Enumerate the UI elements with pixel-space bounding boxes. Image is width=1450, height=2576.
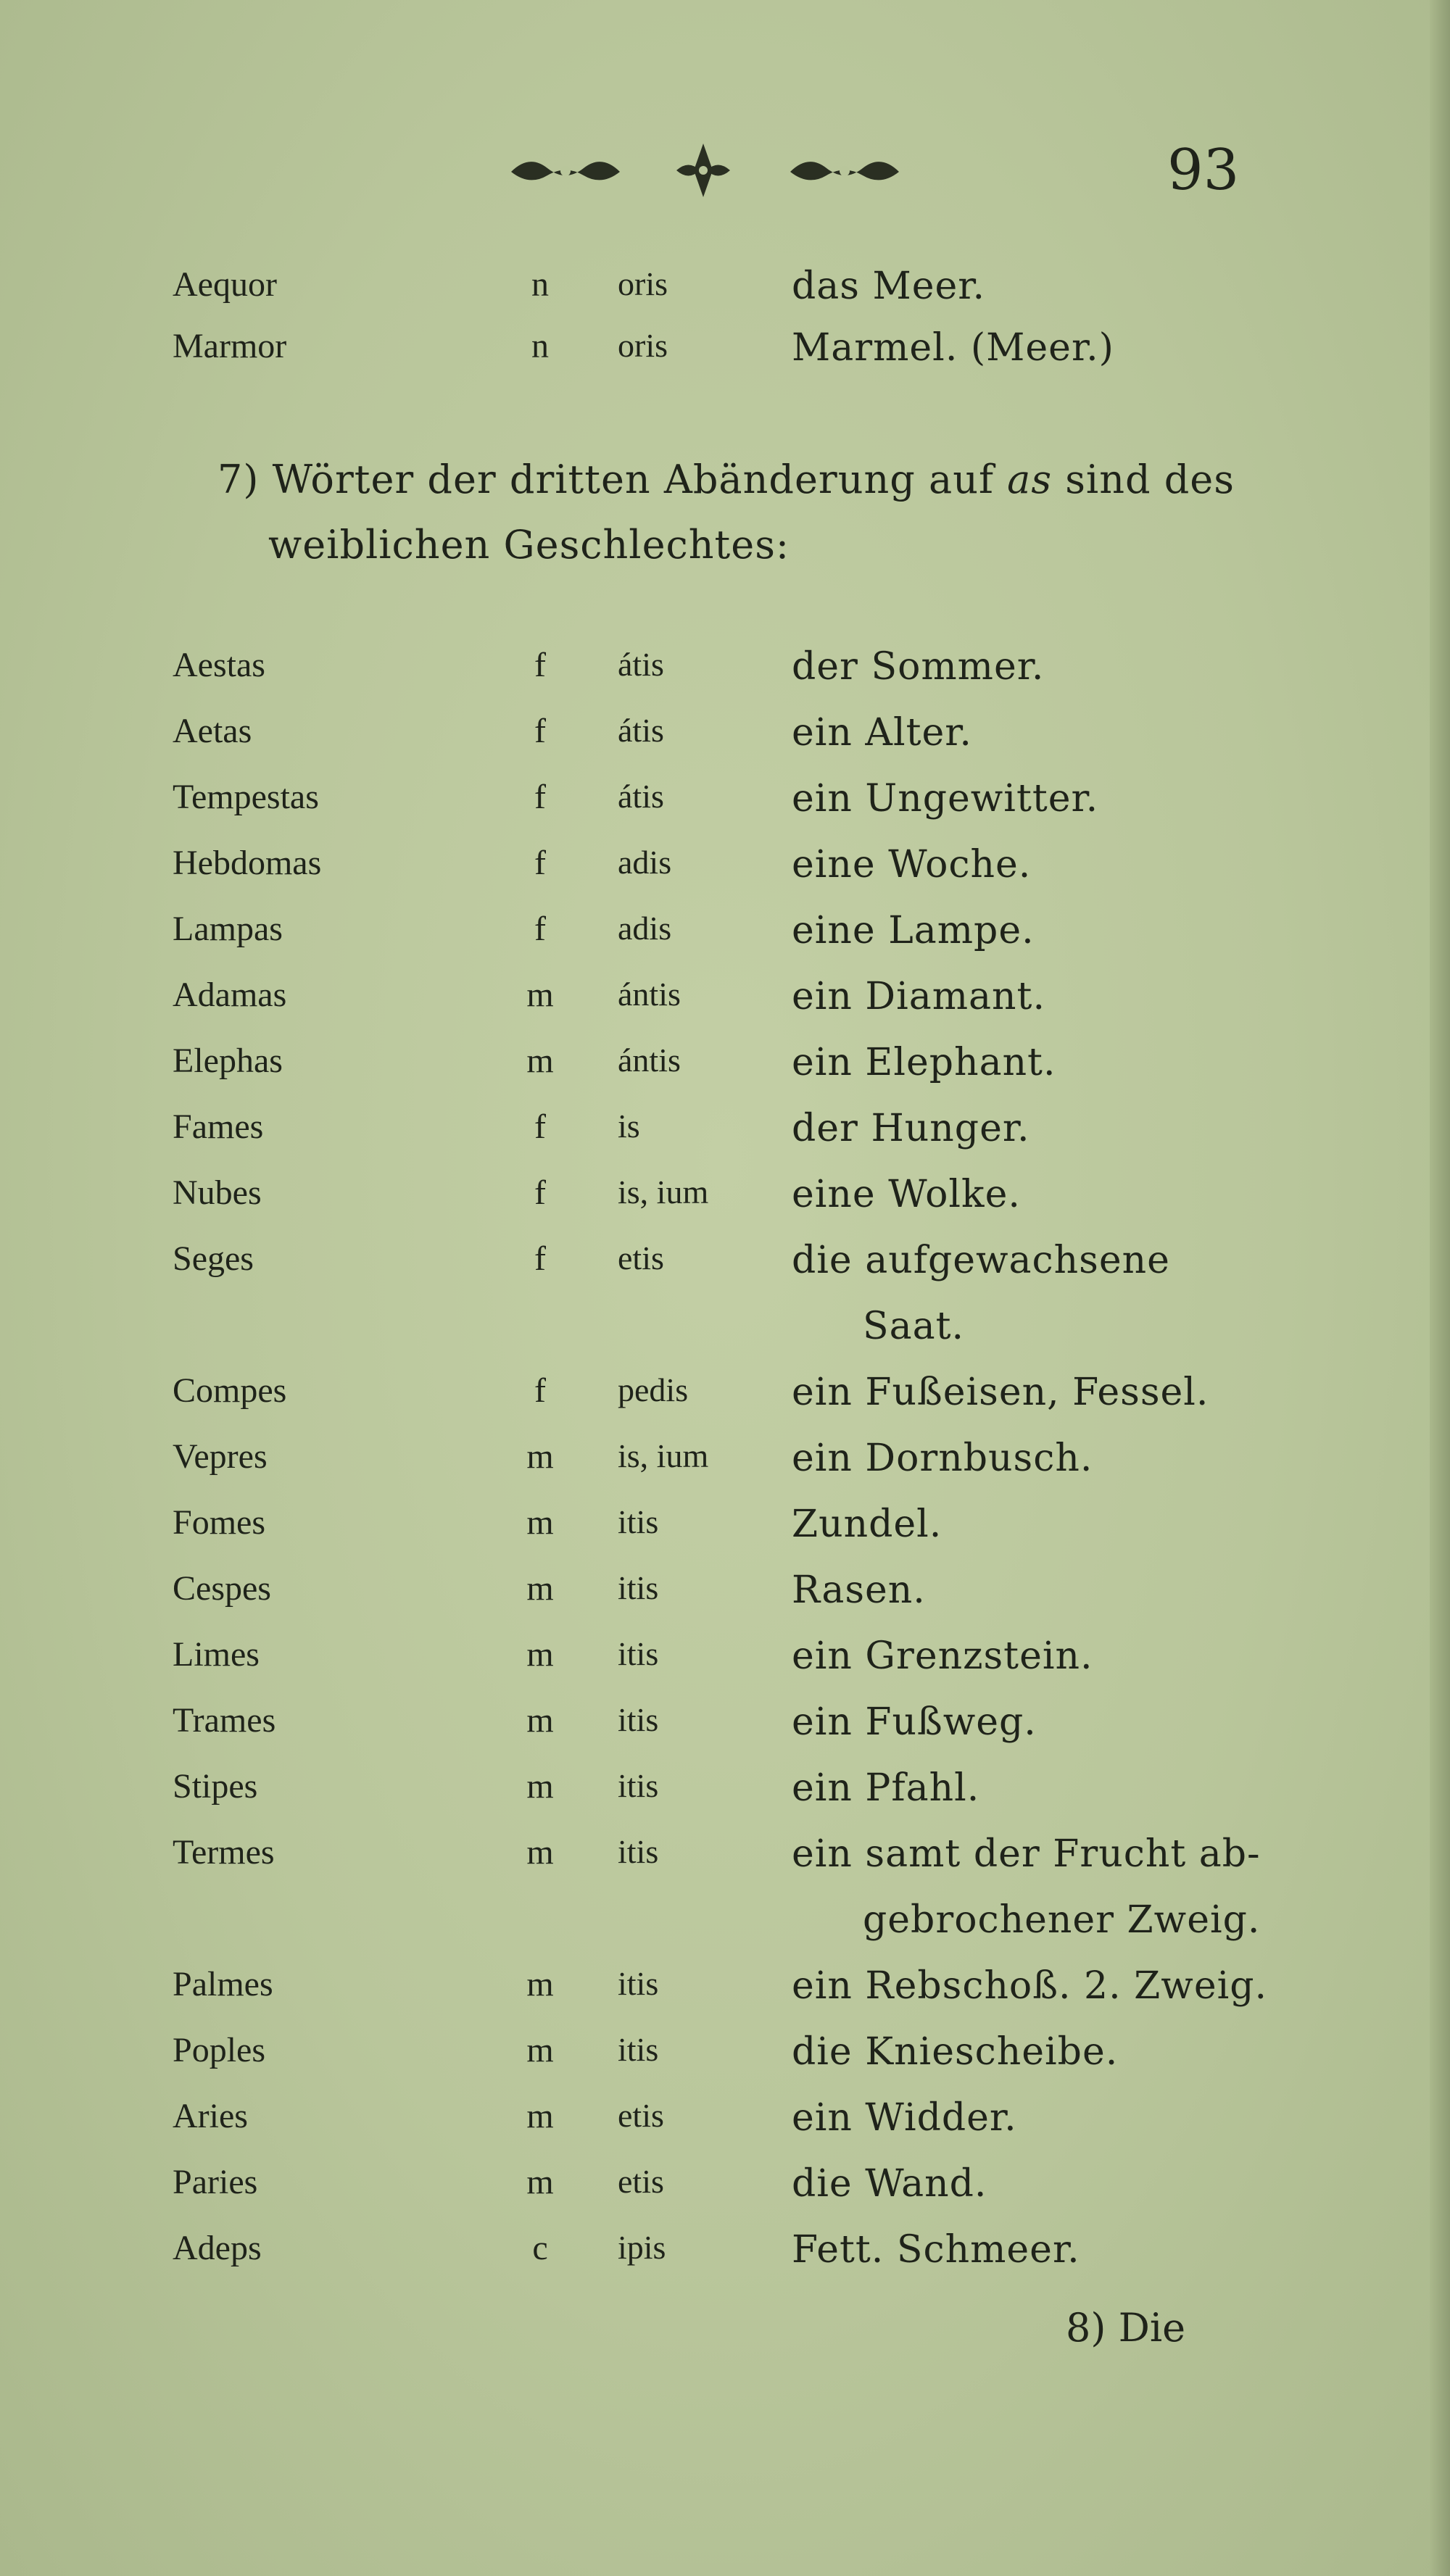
german-translation: ein samt der Frucht ab- (792, 1832, 1261, 1876)
genitive-ending: etis (618, 1239, 664, 1276)
vocabulary-row (0, 843, 1450, 908)
latin-word: Termes (173, 1833, 275, 1871)
genitive-ending: ántis (618, 1042, 681, 1079)
genitive-ending: átis (618, 778, 664, 815)
gender-marker: f (534, 778, 546, 816)
latin-word: Poples (173, 2031, 266, 2069)
catchword: 8) Die (1066, 2305, 1186, 2351)
gender-marker: m (526, 1767, 554, 1806)
german-translation: eine Wolke. (792, 1173, 1021, 1216)
german-translation-continuation: Saat. (863, 1305, 965, 1348)
vocabulary-row (0, 2030, 1450, 2095)
latin-word: Elephas (173, 1042, 283, 1080)
german-translation: ein Dornbusch. (792, 1437, 1093, 1480)
right-ornament-icon (787, 146, 903, 197)
genitive-ending: adis (618, 910, 672, 947)
german-translation: Fett. Schmeer. (792, 2228, 1080, 2272)
latin-word: Tempestas (173, 778, 319, 816)
gender-marker: f (534, 646, 546, 684)
genitive-ending: is, ium (618, 1173, 709, 1210)
vocabulary-row (0, 1371, 1450, 1436)
genitive-ending: itis (618, 2031, 659, 2068)
genitive-ending: is, ium (618, 1437, 709, 1474)
gender-marker: m (526, 1701, 554, 1740)
latin-word: Aequor (173, 265, 277, 304)
latin-word: Fames (173, 1108, 264, 1146)
genitive-ending: itis (618, 1569, 659, 1606)
latin-word: Paries (173, 2163, 258, 2201)
latin-word: Nubes (173, 1173, 262, 1212)
latin-word: Hebdomas (173, 844, 322, 882)
german-translation: ein Diamant. (792, 975, 1045, 1018)
latin-word: Seges (173, 1239, 254, 1278)
vocabulary-row (0, 1107, 1450, 1172)
gender-marker: m (526, 2031, 554, 2069)
vocabulary-row (0, 909, 1450, 974)
latin-word: Lampas (173, 910, 283, 948)
german-translation: Rasen. (792, 1569, 926, 1612)
latin-word: Cespes (173, 1569, 271, 1608)
gender-marker: m (526, 2097, 554, 2135)
latin-word: Aetas (173, 712, 252, 750)
vocabulary-row (0, 1437, 1450, 1502)
german-translation: die aufgewachsene (792, 1239, 1170, 1282)
gender-marker: m (526, 1833, 554, 1871)
genitive-ending: oris (618, 265, 668, 302)
section-heading-prefix: 7) Wörter der dritten Abänderung auf (218, 457, 994, 502)
gender-marker: m (526, 976, 554, 1014)
genitive-ending: itis (618, 1767, 659, 1804)
german-translation: der Hunger. (792, 1107, 1030, 1150)
gender-marker: m (526, 1569, 554, 1608)
vocabulary-row (0, 2228, 1450, 2293)
vocabulary-row (0, 777, 1450, 842)
vocabulary-row (0, 711, 1450, 776)
vocabulary-row (0, 265, 1450, 330)
genitive-ending: etis (618, 2163, 664, 2200)
german-translation: eine Lampe. (792, 909, 1035, 952)
german-translation: ein Fußweg. (792, 1700, 1037, 1744)
vocabulary-row (0, 326, 1450, 391)
genitive-ending: ipis (618, 2229, 666, 2266)
german-translation: das Meer. (792, 265, 985, 308)
gender-marker: f (534, 1108, 546, 1146)
german-translation-continuation: gebrochener Zweig. (863, 1898, 1261, 1942)
gender-marker: c (532, 2229, 548, 2267)
german-translation: eine Woche. (792, 843, 1032, 886)
page-header (0, 138, 1450, 210)
latin-word: Stipes (173, 1767, 258, 1806)
section-heading-line-2: weiblichen Geschlechtes: (268, 522, 790, 568)
latin-word: Trames (173, 1701, 276, 1740)
vocabulary-row (0, 2096, 1450, 2161)
german-translation: Marmel. (Meer.) (792, 326, 1114, 370)
genitive-ending: itis (618, 1833, 659, 1870)
genitive-ending: itis (618, 1701, 659, 1738)
german-translation: ein Fußeisen, Fessel. (792, 1371, 1209, 1414)
german-translation: ein Elephant. (792, 1041, 1056, 1084)
vocabulary-row (0, 1964, 1450, 2029)
genitive-ending: átis (618, 712, 664, 749)
gender-marker: m (526, 1965, 554, 2003)
german-translation: ein Pfahl. (792, 1766, 980, 1810)
genitive-ending: is (618, 1108, 640, 1144)
german-translation: Zundel. (792, 1503, 942, 1546)
gender-marker: f (534, 1239, 546, 1278)
genitive-ending: itis (618, 1635, 659, 1672)
vocabulary-row (0, 1634, 1450, 1700)
latin-word: Adamas (173, 976, 287, 1014)
german-translation: die Wand. (792, 2162, 987, 2206)
german-translation: der Sommer. (792, 645, 1045, 689)
genitive-ending: itis (618, 1503, 659, 1540)
genitive-ending: ántis (618, 976, 681, 1013)
gender-marker: m (526, 2163, 554, 2201)
page-number: 93 (1167, 138, 1240, 203)
vocabulary-row (0, 975, 1450, 1040)
german-translation: ein Rebschoß. 2. Zweig. (792, 1964, 1268, 2008)
german-translation: die Kniescheibe. (792, 2030, 1119, 2074)
german-translation: ein Ungewitter. (792, 777, 1099, 820)
gender-marker: m (526, 1042, 554, 1080)
latin-word: Vepres (173, 1437, 268, 1476)
gender-marker: m (526, 1635, 554, 1674)
latin-word: Marmor (173, 327, 287, 365)
german-translation: ein Alter. (792, 711, 972, 755)
vocabulary-row (0, 1832, 1450, 1898)
vocabulary-row (0, 1766, 1450, 1832)
gender-marker: m (526, 1437, 554, 1476)
vocabulary-row (0, 1700, 1450, 1766)
center-ornament-icon (671, 138, 736, 203)
latin-word: Limes (173, 1635, 260, 1674)
genitive-ending: itis (618, 1965, 659, 2002)
latin-word: Compes (173, 1371, 287, 1410)
latin-word: Fomes (173, 1503, 266, 1542)
latin-word: Adeps (173, 2229, 262, 2267)
latin-word: Aries (173, 2097, 248, 2135)
gender-marker: f (534, 844, 546, 882)
german-translation: ein Grenzstein. (792, 1634, 1093, 1678)
vocabulary-row (0, 1173, 1450, 1238)
german-translation: ein Widder. (792, 2096, 1017, 2140)
latin-word: Aestas (173, 646, 265, 684)
left-ornament-icon (508, 146, 624, 197)
gender-marker: f (534, 712, 546, 750)
genitive-ending: etis (618, 2097, 664, 2134)
genitive-ending: adis (618, 844, 672, 881)
genitive-ending: pedis (618, 1371, 689, 1408)
gender-marker: n (531, 265, 549, 304)
gender-marker: f (534, 910, 546, 948)
vocabulary-row-continuation (0, 1898, 1450, 1964)
section-heading-ending: as (1007, 457, 1053, 502)
gender-marker: f (534, 1173, 546, 1212)
gender-marker: n (531, 327, 549, 365)
vocabulary-row-continuation (0, 1305, 1450, 1370)
vocabulary-row (0, 1239, 1450, 1304)
section-heading-line-1 (218, 457, 1235, 502)
vocabulary-row (0, 1041, 1450, 1106)
genitive-ending: oris (618, 327, 668, 364)
gender-marker: f (534, 1371, 546, 1410)
vocabulary-row (0, 1503, 1450, 1568)
section-heading-suffix: sind des (1065, 457, 1235, 502)
vocabulary-row (0, 1569, 1450, 1634)
gender-marker: m (526, 1503, 554, 1542)
latin-word: Palmes (173, 1965, 273, 2003)
vocabulary-row (0, 2162, 1450, 2227)
genitive-ending: átis (618, 646, 664, 683)
vocabulary-row (0, 645, 1450, 710)
